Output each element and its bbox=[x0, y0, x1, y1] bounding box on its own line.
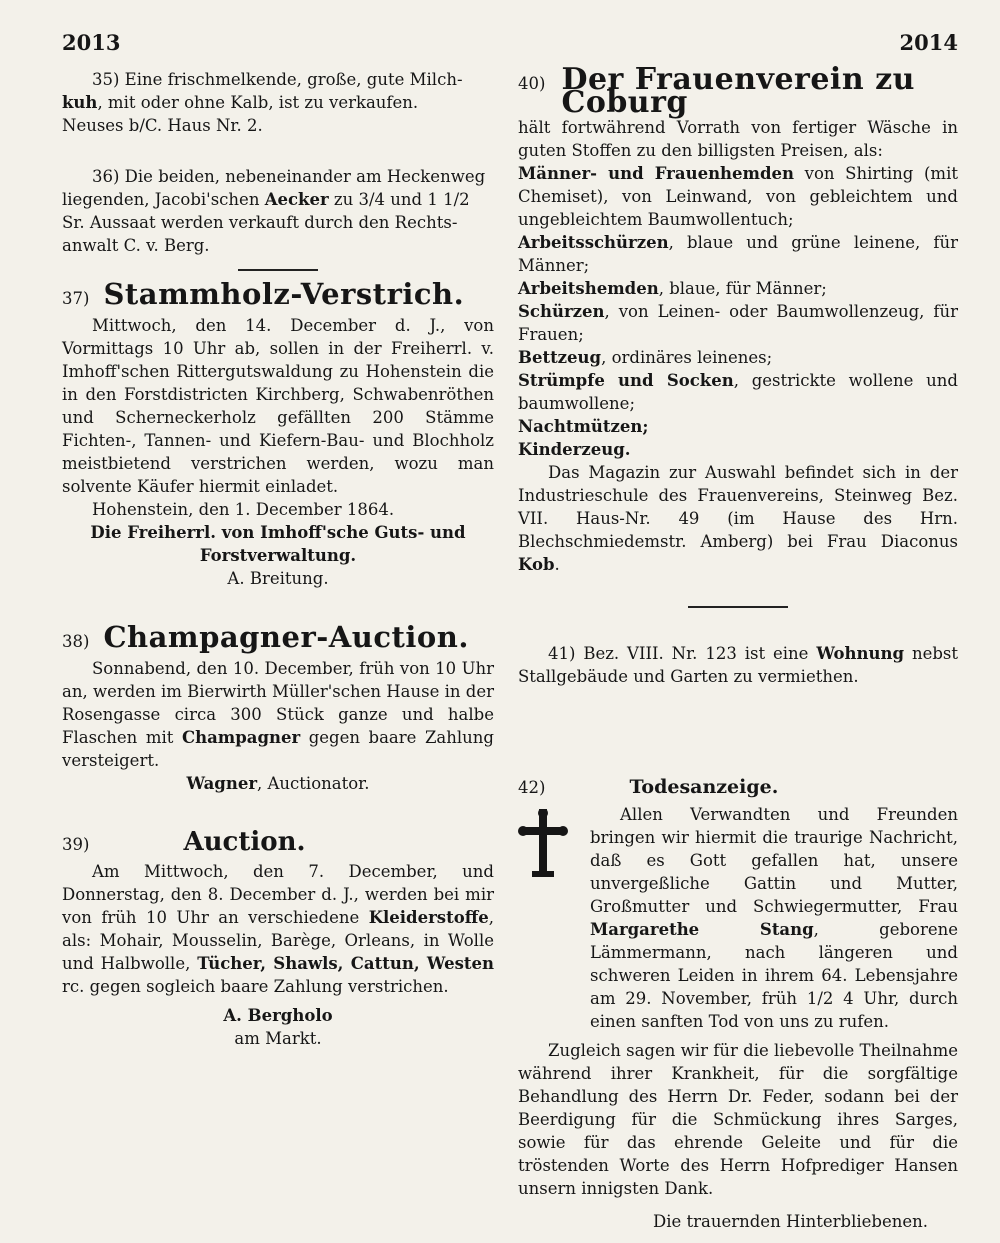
ad-42-thanks: Zugleich sagen wir für die liebevolle Theilnahme während ihrer Krankheit, für die sorgfältige Behandlung des Herrn Dr. Feder, sodann bei der Beerdigung für die Schmückung ihres Sarges, sowie für das ehrende Geleite und für die tröstenden Worte des Herrn Hofprediger Hansen unsern innigsten Dank. bbox=[518, 1041, 958, 1198]
ad-39-body2: , als: Mohair, Mousselin, Barège, Orleans, in Wolle und Halbwolle, bbox=[62, 908, 494, 973]
ad-40-items bbox=[518, 162, 958, 461]
ad-36-line2-c: zu 3/4 und 1 1/2 bbox=[328, 190, 470, 209]
ad-37 bbox=[62, 277, 494, 590]
list-item bbox=[518, 346, 958, 369]
ad-36-line3: Sr. Aussaat werden verkauft durch den Rechts- bbox=[62, 213, 458, 232]
list-item bbox=[518, 415, 958, 438]
ad-36-line1: 36) Die beiden, nebeneinander am Heckenweg bbox=[92, 167, 486, 186]
ad-39-number: 39) bbox=[62, 835, 90, 854]
ad-40-contact: Kob bbox=[518, 555, 555, 574]
ad-35-milk-cow: kuh bbox=[62, 93, 98, 112]
ad-38-title: Champagner-Auction. bbox=[103, 620, 469, 654]
ad-37-sign1: Die Freiherrl. von Imhoff'sche Guts- und bbox=[90, 523, 466, 542]
ad-35-line2 bbox=[62, 91, 494, 114]
ad-39-body3: rc. gegen sogleich baare Zahlung verstrichen. bbox=[62, 977, 449, 996]
ad-40-closing bbox=[518, 461, 958, 576]
ad-35 bbox=[62, 68, 494, 137]
ad-36-line4: anwalt C. v. Berg. bbox=[62, 236, 210, 255]
ad-40-header bbox=[518, 62, 958, 120]
ad-40-title: Der Frauenverein zu Coburg bbox=[561, 62, 915, 120]
page-number-right: 2014 bbox=[899, 30, 958, 55]
item-description: , ordinäres leinenes; bbox=[601, 348, 773, 367]
item-description: , blaue, für Männer; bbox=[658, 279, 827, 298]
ad-38-header bbox=[62, 620, 494, 654]
ad-42-sign: Die trauernden Hinterbliebenen. bbox=[652, 1212, 928, 1231]
ad-37-title: Stammholz-Verstrich. bbox=[103, 277, 465, 311]
ad-40-intro: hält fortwährend Vorrath von fertiger Wäsche in guten Stoffen zu den billigsten Preisen, als: bbox=[518, 118, 958, 160]
item-name: Arbeitsschürzen bbox=[518, 233, 669, 252]
item-name: Kinderzeug. bbox=[518, 440, 631, 459]
item-description: , von Leinen- oder Baumwollenzeug, für Frauen; bbox=[518, 302, 958, 344]
ad-41 bbox=[518, 642, 958, 688]
ad-39-goods: Tücher, Shawls, Cattun, Westen bbox=[197, 954, 494, 973]
ad-36-line2-a: liegenden, Jacobi'schen bbox=[62, 190, 265, 209]
list-item bbox=[518, 277, 958, 300]
ad-39-sign2: am Markt. bbox=[234, 1029, 322, 1048]
separator-rule bbox=[238, 269, 318, 271]
ad-39 bbox=[62, 827, 494, 1050]
left-column bbox=[62, 68, 494, 1060]
ad-35-line3: Neuses b/C. Haus Nr. 2. bbox=[62, 116, 263, 135]
ad-42-header bbox=[518, 776, 958, 799]
ad-41-post: nebst Stallgebäude und Garten zu vermiethen. bbox=[518, 644, 958, 686]
ad-39-sign1: A. Bergholo bbox=[223, 1006, 333, 1025]
item-description: , gestrickte wollene und baumwollene; bbox=[518, 371, 958, 413]
ad-39-body bbox=[62, 860, 494, 998]
list-item bbox=[518, 231, 958, 277]
separator-rule bbox=[688, 606, 788, 608]
ad-42-body bbox=[518, 803, 958, 1033]
page-number-left: 2013 bbox=[62, 30, 121, 55]
item-name: Bettzeug bbox=[518, 348, 602, 367]
ad-40-number: 40) bbox=[518, 74, 546, 93]
ad-37-sign2: Forstverwaltung. bbox=[199, 546, 357, 565]
item-name: Männer- und Frauenhemden bbox=[518, 164, 795, 183]
ad-41-pre: 41) Bez. VIII. Nr. 123 ist eine bbox=[548, 644, 817, 663]
item-description: von Shirting (mit Chemiset), von Leinwand, von gebleichtem und ungebleichtem Baumwollentuch; bbox=[518, 164, 958, 229]
ad-36-fields: Aecker bbox=[264, 190, 329, 209]
ad-38 bbox=[62, 620, 494, 795]
ad-40 bbox=[518, 62, 958, 576]
item-description: , blaue und grüne leinene, für Männer; bbox=[518, 233, 958, 275]
ad-37-number: 37) bbox=[62, 289, 90, 308]
ad-39-body1: Am Mittwoch, den 7. December, und Donnerstag, den 8. December d. J., werden bei mir von früh 10 Uhr an verschiedene bbox=[62, 862, 494, 927]
ad-39-fabrics: Kleiderstoffe bbox=[368, 908, 489, 927]
ad-38-sign-name: Wagner bbox=[186, 774, 258, 793]
list-item bbox=[518, 300, 958, 346]
ad-42-body1: Allen Verwandten und Freunden bringen wir hiermit die traurige Nachricht, daß es Gott gefallen hat, unsere unvergeßliche Gattin und Mutter, Großmutter und Schwiegermutter, Frau bbox=[590, 805, 958, 916]
ad-39-title: Auction. bbox=[183, 827, 306, 857]
ad-37-body: Mittwoch, den 14. December d. J., von Vormittags 10 Uhr ab, sollen in der Freiherrl. v. Imhoff'schen Rittergutswaldung zu Hohenstein die in den Forstdistricten Kirchberg, Schwabenröthen und Scherneckerholz gefällten 200 Stämme Fichten-, Tannen- und Kiefern-Bau- und Blochholz meistbietend verstrichen werden, wozu man solvente Käufer hiermit einladet. bbox=[62, 316, 494, 496]
ad-41-apartment: Wohnung bbox=[816, 644, 905, 663]
ad-41-body bbox=[518, 642, 958, 688]
ad-38-body bbox=[62, 657, 494, 772]
ad-36 bbox=[62, 165, 494, 257]
item-name: Nachtmützen; bbox=[518, 417, 649, 436]
ad-38-sign-role: , Auctionator. bbox=[257, 774, 370, 793]
ad-42-body2: , geborene Lämmermann, nach längeren und schweren Leiden in ihrem 64. Lebensjahre am 29. November, früh 1/2 4 Uhr, durch einen sanften Tod von uns zu rufen. bbox=[590, 920, 958, 1031]
item-name: Schürzen bbox=[518, 302, 605, 321]
list-item bbox=[518, 369, 958, 415]
ad-42-number: 42) bbox=[518, 778, 546, 797]
ad-39-header bbox=[62, 827, 494, 857]
ad-42 bbox=[518, 776, 958, 1233]
ad-37-dateline: Hohenstein, den 1. December 1864. bbox=[92, 500, 395, 519]
ad-35-line2-text: , mit oder ohne Kalb, ist zu verkaufen. bbox=[97, 93, 419, 112]
ad-40-closing1: Das Magazin zur Auswahl befindet sich in der Industrieschule des Frauenvereins, Steinweg Bez. VII. Haus-Nr. 49 (im Hause des Hrn. Blechschmiedemstr. Amberg) bei Frau Diaconus bbox=[518, 463, 958, 551]
ad-36-line2 bbox=[62, 188, 494, 211]
list-item bbox=[518, 162, 958, 231]
ad-38-number: 38) bbox=[62, 632, 90, 651]
ad-42-title: Todesanzeige. bbox=[629, 776, 779, 798]
ad-35-line1: 35) Eine frischmelkende, große, gute Milch- bbox=[92, 70, 463, 89]
item-name: Arbeitshemden bbox=[518, 279, 659, 298]
ad-38-champagne: Champagner bbox=[181, 728, 301, 747]
ad-42-deceased-name: Margarethe Stang bbox=[590, 920, 814, 939]
ad-40-closing2: . bbox=[554, 555, 560, 574]
cross-icon bbox=[518, 809, 568, 879]
ad-38-body1: Sonnabend, den 10. December, früh von 10 Uhr an, werden im Bierwirth Müller'schen Hause in der Rosengasse circa 300 Stück ganze und halbe Flaschen mit bbox=[62, 659, 494, 747]
list-item bbox=[518, 438, 958, 461]
ad-38-body2: gegen baare Zahlung versteigert. bbox=[62, 728, 494, 770]
ad-37-sign3: A. Breitung. bbox=[227, 569, 329, 588]
ad-42-obituary bbox=[518, 803, 958, 1033]
right-column bbox=[518, 62, 958, 1243]
ad-38-sign bbox=[62, 772, 494, 795]
item-name: Strümpfe und Socken bbox=[518, 371, 734, 390]
ad-37-header bbox=[62, 277, 494, 311]
